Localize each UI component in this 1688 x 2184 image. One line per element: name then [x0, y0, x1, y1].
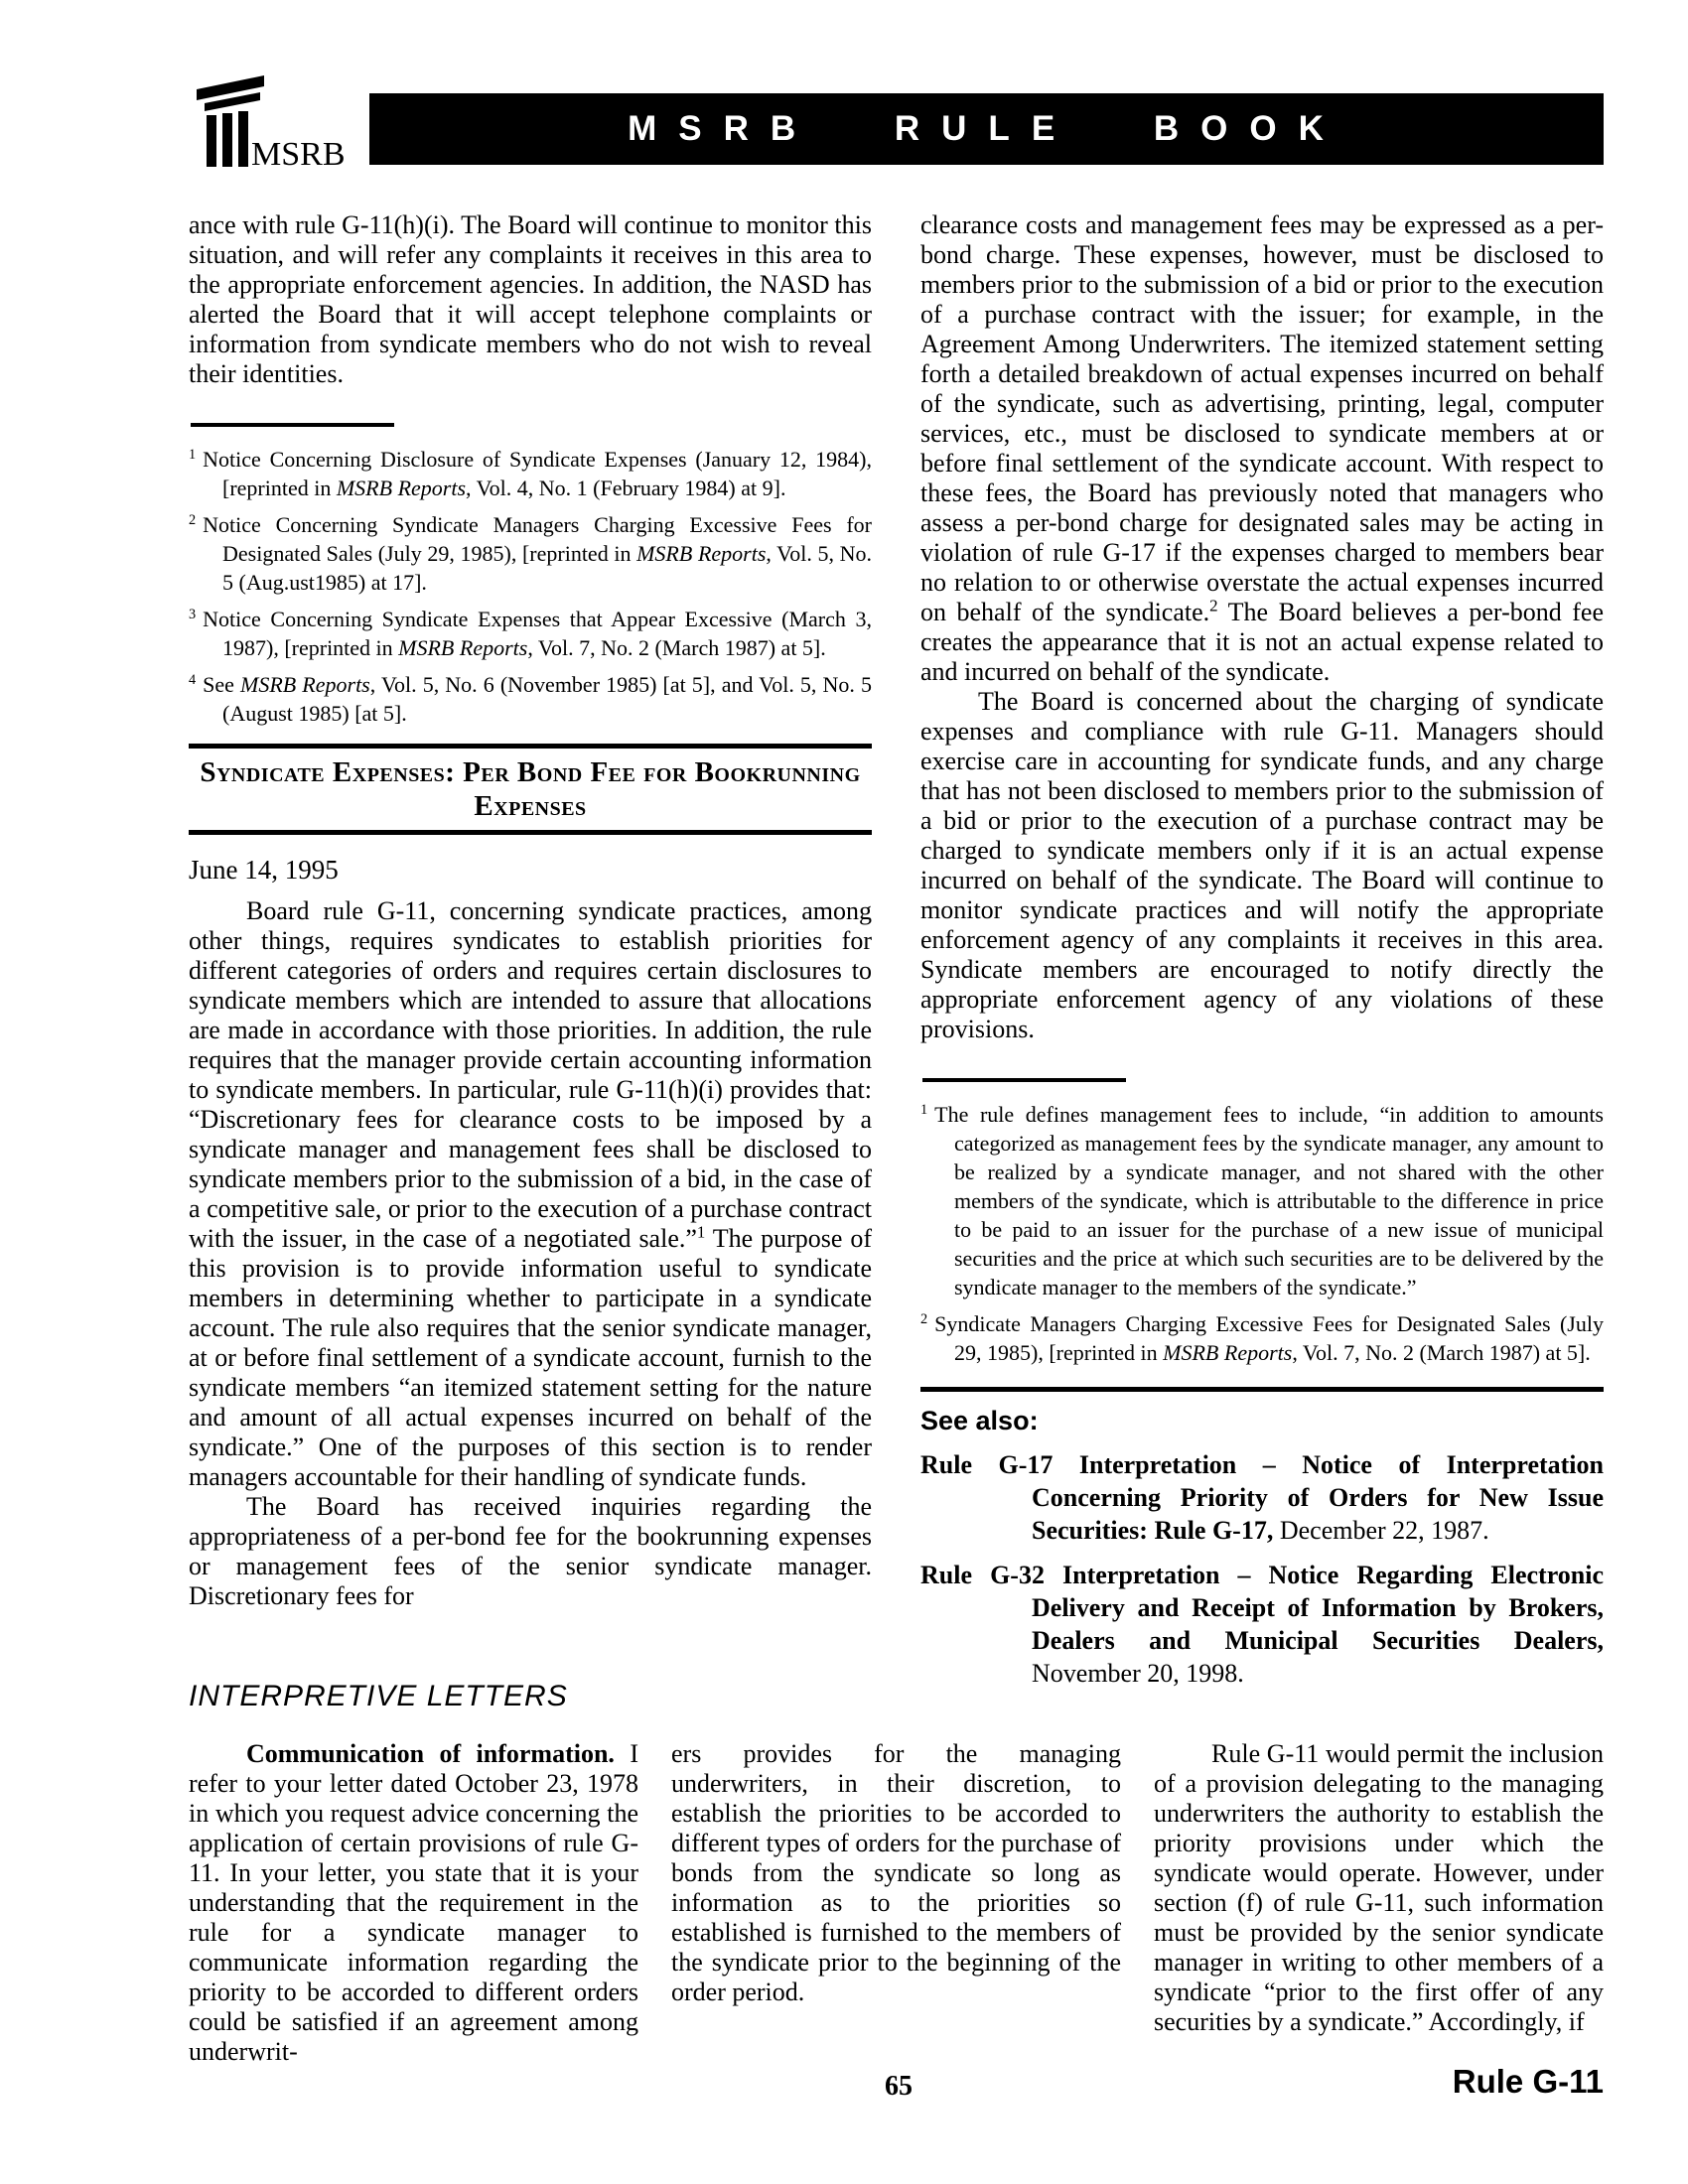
paragraph-concerned: The Board is concerned about the charging of syndicate expenses and compliance with rule G-11. Managers should exercise care in accounting for syndicate funds, and any charge that has not been disclosed to members prior to the submission of a bid or prior to the execution of a purchase contract may be charged to syndicate members only if it is an actual expense incurred on behalf of the syndicate. The Board will continue to monitor syndicate practices and will notify the appropriate enforcement agency of any complaints it receives in this area. Syndicate members are encouraged to notify directly the appropriate enforcement agency of any violations of these provisions.	[920, 687, 1604, 1043]
see-also-divider	[920, 1387, 1604, 1392]
paragraph-main: Board rule G-11, concerning syndicate practices, among other things, requires syndicates to establish priorities for different categories of orders and requires certain disclosures to syndicate members which are intended to assure that allocations are made in accordance with those priorities. In addition, the rule requires that the manager provide certain accounting information to syndicate members. In particular, rule G-11(h)(i) provides that: “Discretionary fees for clearance costs to be imposed by a syndicate manager and management fees shall be disclosed to syndicate members prior to the submission of a bid, in the case of a competitive sale, or prior to the execution of a purchase contract with the issuer, in the case of a negotiated sale.”$^1$ The purpose of this provision is to provide information useful to syndicate members in determining whether to participate in a syndicate account. The rule also requires that the senior syndicate manager, at or before final settlement of a syndicate account, furnish to the syndicate members “an itemized statement setting for the nature and amount of all actual expenses incurred on behalf of the syndicate.” One of the purposes of this section is to render managers accountable for their handling of syndicate funds.	[189, 896, 872, 1491]
see-also-entry-g32: Rule G-32 Interpretation – Notice Regarding Electronic Delivery and Receipt of Information by Brokers, Dealers and Municipal Securities Dealers, November 20, 1998.	[920, 1561, 1604, 1688]
footnote	[189, 510, 872, 597]
footnote	[920, 1309, 1604, 1367]
footnote-text: The rule defines management fees to include, “in addition to amounts categorized as management fees by the syndicate manager, any amount to be realized by a syndicate manager, and not shared with the other members of the syndicate, which is attributable to the difference in price to be paid to an issuer for the purchase of a new issue of municipal securities and the price at which such securities are to be delivered by the syndicate manager to the members of the syndicate.”	[934, 1102, 1604, 1299]
footnote-number: 2	[189, 511, 197, 528]
letter-column-3: Rule G-11 would permit the inclusion of a provision delegating to the managing underwriters the authority to establish the priority provisions under which the syndicate would operate. However, under section (f) of rule G-11, such information must be provided by the senior syndicate manager in writing to other members of a syndicate “prior to the first offer of any securities by a syndicate.” Accordingly, if	[1154, 1739, 1604, 2036]
footnote-text: Notice Concerning Syndicate Expenses that Appear Excessive (March 3, 1987), [reprinted in MSRB Reports, Vol. 7, No. 2 (March 1987) at 5].	[203, 607, 872, 660]
paragraph-inquiries: The Board has received inquiries regarding the appropriateness of a per-bond fee for the bookrunning expenses or management fees of the senior syndicate manager. Discretionary fees for	[189, 1492, 872, 1610]
footnote-number: 3	[189, 606, 197, 622]
letter-column-2: ers provides for the managing underwriters, in their discretion, to establish the priorities to be accorded to different types of orders for the purchase of bonds from the syndicate so long as information as to the priorities so established is furnished to the members of the syndicate prior to the beginning of the order period.	[671, 1739, 1121, 2006]
footnote-divider	[922, 1078, 1126, 1082]
page-number: 65	[885, 2071, 913, 2102]
paragraph-clearance: clearance costs and management fees may be expressed as a per-bond charge. These expenses, however, must be disclosed to members prior to the submission of a bid or prior to the execution of a purchase contract with the issuer; for example, in the Agreement Among Underwriters. The itemized statement setting forth a detailed breakdown of actual expenses incurred on behalf of the syndicate, such as advertising, printing, legal, computer services, etc., must be disclosed to syndicate members at or before final settlement of the syndicate account. With respect to these fees, the Board has previously noted that managers who assess a per-bond charge for designated sales may be acting in violation of rule G-17 if the expenses charged to members bear no relation to or otherwise overstate the actual expenses incurred on behalf of the syndicate.$^2$ The Board believes a per-bond fee creates the appearance that it is not an actual expense related to and incurred on behalf of the syndicate.	[920, 210, 1604, 686]
interpretive-letters-section	[189, 1680, 1604, 2067]
letter-column-1: Communication of information. I refer to your letter dated October 23, 1978 in which you request advice concerning the application of certain provisions of rule G-11. In your letter, you state that it is your understanding that the requirement in the rule for a syndicate manager to communicate information regarding the priority to be accorded to different orders could be satisfied if an agreement among underwrit-	[189, 1739, 638, 2066]
footnote-number: 2	[920, 1310, 928, 1327]
footnote	[189, 670, 872, 728]
footnote-number: 1	[189, 446, 197, 463]
msrb-columns-icon	[195, 73, 346, 169]
footnote	[189, 445, 872, 502]
footnote-number: 4	[189, 671, 197, 688]
footer-rule-label: Rule G-11	[1452, 2063, 1604, 2100]
interpretive-letters-columns	[189, 1739, 1604, 2067]
see-also-entry-g17: Rule G-17 Interpretation – Notice of Interpretation Concerning Priority of Orders for New Issue Securities: Rule G-17, December 22, 1987.	[920, 1450, 1604, 1545]
footnote	[920, 1100, 1604, 1301]
footnote-text: Syndicate Managers Charging Excessive Fees for Designated Sales (July 29, 1985), [reprinted in MSRB Reports, Vol. 7, No. 2 (March 1987) at 5].	[934, 1311, 1604, 1365]
see-also-label: See also:	[920, 1406, 1039, 1435]
section-heading: Syndicate Expenses: Per Bond Fee for Bookrunning Expenses	[189, 744, 872, 835]
footnote-text: See MSRB Reports, Vol. 5, No. 6 (November 1985) [at 5], and Vol. 5, No. 5 (August 1985) [at 5].	[203, 672, 872, 726]
interpretive-letters-heading: INTERPRETIVE LETTERS	[189, 1680, 568, 1712]
footnote-divider	[191, 423, 394, 427]
paragraph-continuation: ance with rule G-11(h)(i). The Board will continue to monitor this situation, and will refer any complaints it receives in this area to the appropriate enforcement agencies. In addition, the NASD has alerted the Board that it will accept telephone complaints or information from syndicate members who do not wish to reveal their identities.	[189, 210, 872, 388]
msrb-logo	[195, 73, 346, 174]
rule-book-banner: MSRB RULE BOOK	[369, 93, 1604, 165]
footnote-text: Notice Concerning Syndicate Managers Charging Excessive Fees for Designated Sales (July 29, 1985), [reprinted in MSRB Reports, Vol. 5, No. 5 (Aug.ust1985) at 17].	[203, 512, 872, 595]
left-column	[189, 210, 872, 1611]
right-column	[920, 210, 1604, 1702]
footnote	[189, 605, 872, 662]
footnote-text: Notice Concerning Disclosure of Syndicate Expenses (January 12, 1984), [reprinted in MSRB Reports, Vol. 4, No. 1 (February 1984) at 9].	[203, 447, 872, 500]
date-line: June 14, 1995	[189, 855, 339, 885]
footnote-number: 1	[920, 1101, 928, 1118]
logo-text: MSRB	[251, 136, 346, 169]
